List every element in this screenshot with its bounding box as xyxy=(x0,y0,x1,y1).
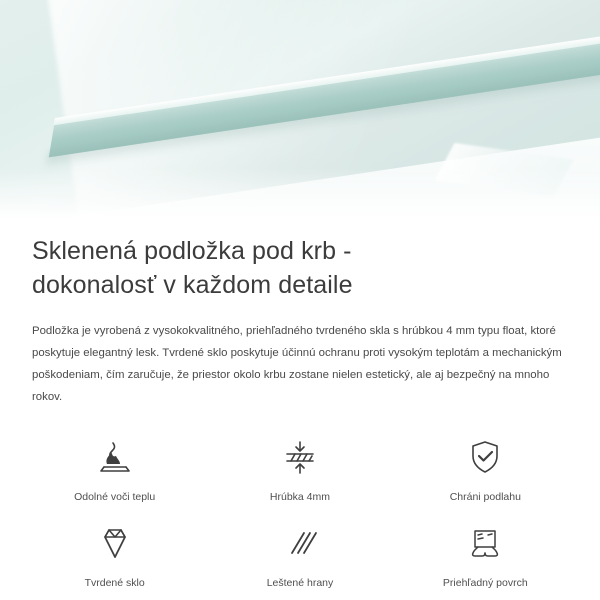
content-block xyxy=(0,228,600,408)
shield-check-icon xyxy=(459,434,511,480)
description-paragraph: Podložka je vyrobená z vysokokvalitného, priehľadného tvrdeného skla s hrúbkou 4 mm typu float, ktoré poskytuje elegantný lesk. Tvrdené sklo poskytuje účinnú ochranu proti vysokým teplotám a mechanickým poškodeniam, čím zaručuje, že priestor okolo krbu zostane nielen estetický, ale aj bezpečný na mnoho rokov. xyxy=(32,325,562,403)
feature-item-tempered-glass xyxy=(30,520,200,590)
page-title-line-1: Sklenená podložka pod krb - xyxy=(32,237,352,265)
hands-transparent-surface-icon xyxy=(459,520,511,566)
feature-label: Tvrdené sklo xyxy=(84,577,145,589)
polished-edges-icon xyxy=(274,520,326,566)
feature-grid xyxy=(0,434,600,590)
feature-item-thickness xyxy=(215,434,385,504)
page-title xyxy=(32,234,502,302)
feature-item-transparent-surface xyxy=(400,520,570,590)
hero-image xyxy=(0,0,600,228)
feature-item-polished-edges xyxy=(215,520,385,590)
page-title-line-2: dokonalosť v každom detaile xyxy=(32,271,353,299)
flame-heat-resistant-icon xyxy=(89,434,141,480)
feature-label: Hrúbka 4mm xyxy=(269,491,331,503)
thickness-measure-icon xyxy=(274,434,326,480)
feature-item-heat-resistant xyxy=(30,434,200,504)
feature-label: Chráni podlahu xyxy=(449,491,521,503)
feature-item-floor-protection xyxy=(400,434,570,504)
feature-label: Odolné voči teplu xyxy=(74,491,156,503)
feature-label: Priehľadný povrch xyxy=(442,577,528,589)
hero-bottom-fade xyxy=(0,168,600,228)
feature-label: Leštené hrany xyxy=(266,577,334,589)
diamond-icon xyxy=(89,520,141,566)
